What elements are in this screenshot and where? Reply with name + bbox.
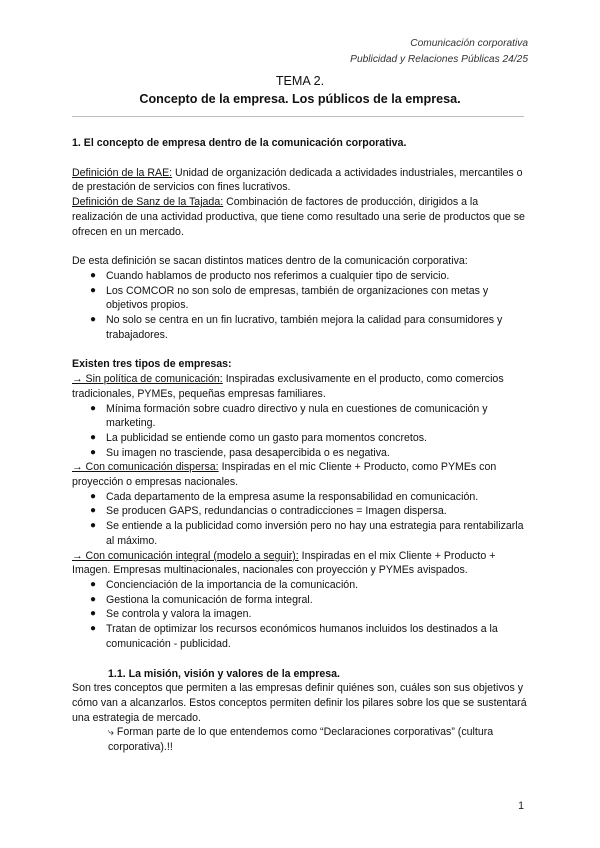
section-1-heading: 1. El concepto de empresa dentro de la comunicación corporativa. (72, 137, 407, 149)
list-item: ● Cuando hablamos de producto nos referimos a cualquier tipo de servicio. (90, 269, 450, 282)
type-integral-label: → Con comunicación integral (modelo a seguir): (72, 549, 299, 562)
list-item: ● Mínima formación sobre cuadro directivo y nula en cuestiones de comunicación y marketing. (90, 402, 488, 430)
type-no-policy-list (72, 402, 528, 461)
type-dispersed-list (72, 490, 528, 549)
definition-rae-text: Unidad de organización dedicada a actividades industriales, mercantiles o de prestación de servicios con fines lucrativos. (72, 166, 523, 194)
type-no-policy-label: → Sin política de comunicación: (72, 373, 223, 386)
page-number: 1 (518, 800, 524, 812)
type-dispersed-label: → Con comunicación dispersa: (72, 461, 219, 474)
list-item: ● No solo se centra en un fin lucrativo, también mejora la calidad para consumidores y trabajadores. (90, 314, 503, 341)
definition-sanz (72, 195, 528, 239)
definition-rae-label: Definición de la RAE: (72, 166, 173, 179)
definition-sanz-text: Combinación de factores de producción, dirigidos a la realización de una actividad productiva, que tiene como resultado una serie de productos que se ofrecen en un mercado. (72, 196, 525, 238)
type-integral: → Con comunicación integral (modelo a seguir): Inspiradas en el mix Cliente + Producto + Imagen. Empresas multinacionales, nacionales con proyección y PYMEs avispados. (72, 549, 496, 577)
list-item: ● Cada departamento de la empresa asume la responsabilidad en comunicación. (90, 490, 479, 503)
section-1-1-heading: 1.1. La misión, visión y valores de la empresa. (108, 667, 340, 680)
type-dispersed: → Con comunicación dispersa: Inspiradas en el mic Cliente + Producto, como PYMEs con proyección o empresas nacionales. (72, 461, 497, 489)
list-item: ● Se controla y valora la imagen. (90, 608, 252, 621)
type-no-policy: → Sin política de comunicación: Inspiradas exclusivamente en el producto, como comercios tradicionales, PYMEs, pequeñas empresas familiares. (72, 373, 504, 400)
section-1-1-note: ⤷ Forman parte de lo que entendemos como “Declaraciones corporativas” (cultura corporativa).!! (108, 726, 494, 754)
type-integral-list (72, 578, 528, 652)
header-course-name: Comunicación corporativa (410, 38, 528, 49)
list-item: ● Su imagen no trasciende, pasa desapercibida o es negativa. (90, 446, 390, 459)
company-types-heading: Existen tres tipos de empresas: (72, 358, 232, 371)
list-item: ● Gestiona la comunicación de forma integral. (90, 593, 313, 606)
definition-rae (72, 166, 528, 195)
list-item: ● Tratan de optimizar los recursos económicos humanos incluidos los destinados a la comunicación - publicidad. (90, 623, 498, 650)
list-item: ● Los COMCOR no son solo de empresas, también de organizaciones con metas y objetivos propios. (90, 284, 489, 312)
list-item: ● La publicidad se entiende como un gasto para momentos concretos. (90, 431, 427, 444)
header-degree-name: Publicidad y Relaciones Públicas 24/25 (350, 54, 528, 65)
nuances-list (72, 269, 528, 343)
document-body (72, 136, 528, 755)
definition-sanz-label: Definición de Sanz de la Tajada: (72, 196, 224, 209)
document-title: Concepto de la empresa. Los públicos de la empresa. (139, 92, 461, 106)
document-topic-number: TEMA 2. (275, 74, 325, 88)
title-divider (72, 116, 524, 117)
section-1-1-text: Son tres conceptos que permiten a las empresas definir quiénes son, cuáles son sus objetivos y cómo van a alcanzarlos. Estos conceptos permiten definir los pilares sobre los que se sustentará una estrategia de mercado. (72, 682, 527, 724)
list-item: ● Se producen GAPS, redundancias o contradicciones = Imagen dispersa. (90, 505, 447, 518)
list-item: ● Se entiende a la publicidad como inversión pero no hay una estrategia para rentabilizarla al máximo. (90, 520, 524, 547)
definition-intro: De esta definición se sacan distintos matices dentro de la comunicación corporativa: (72, 255, 468, 268)
list-item: ● Concienciación de la importancia de la comunicación. (90, 578, 359, 591)
